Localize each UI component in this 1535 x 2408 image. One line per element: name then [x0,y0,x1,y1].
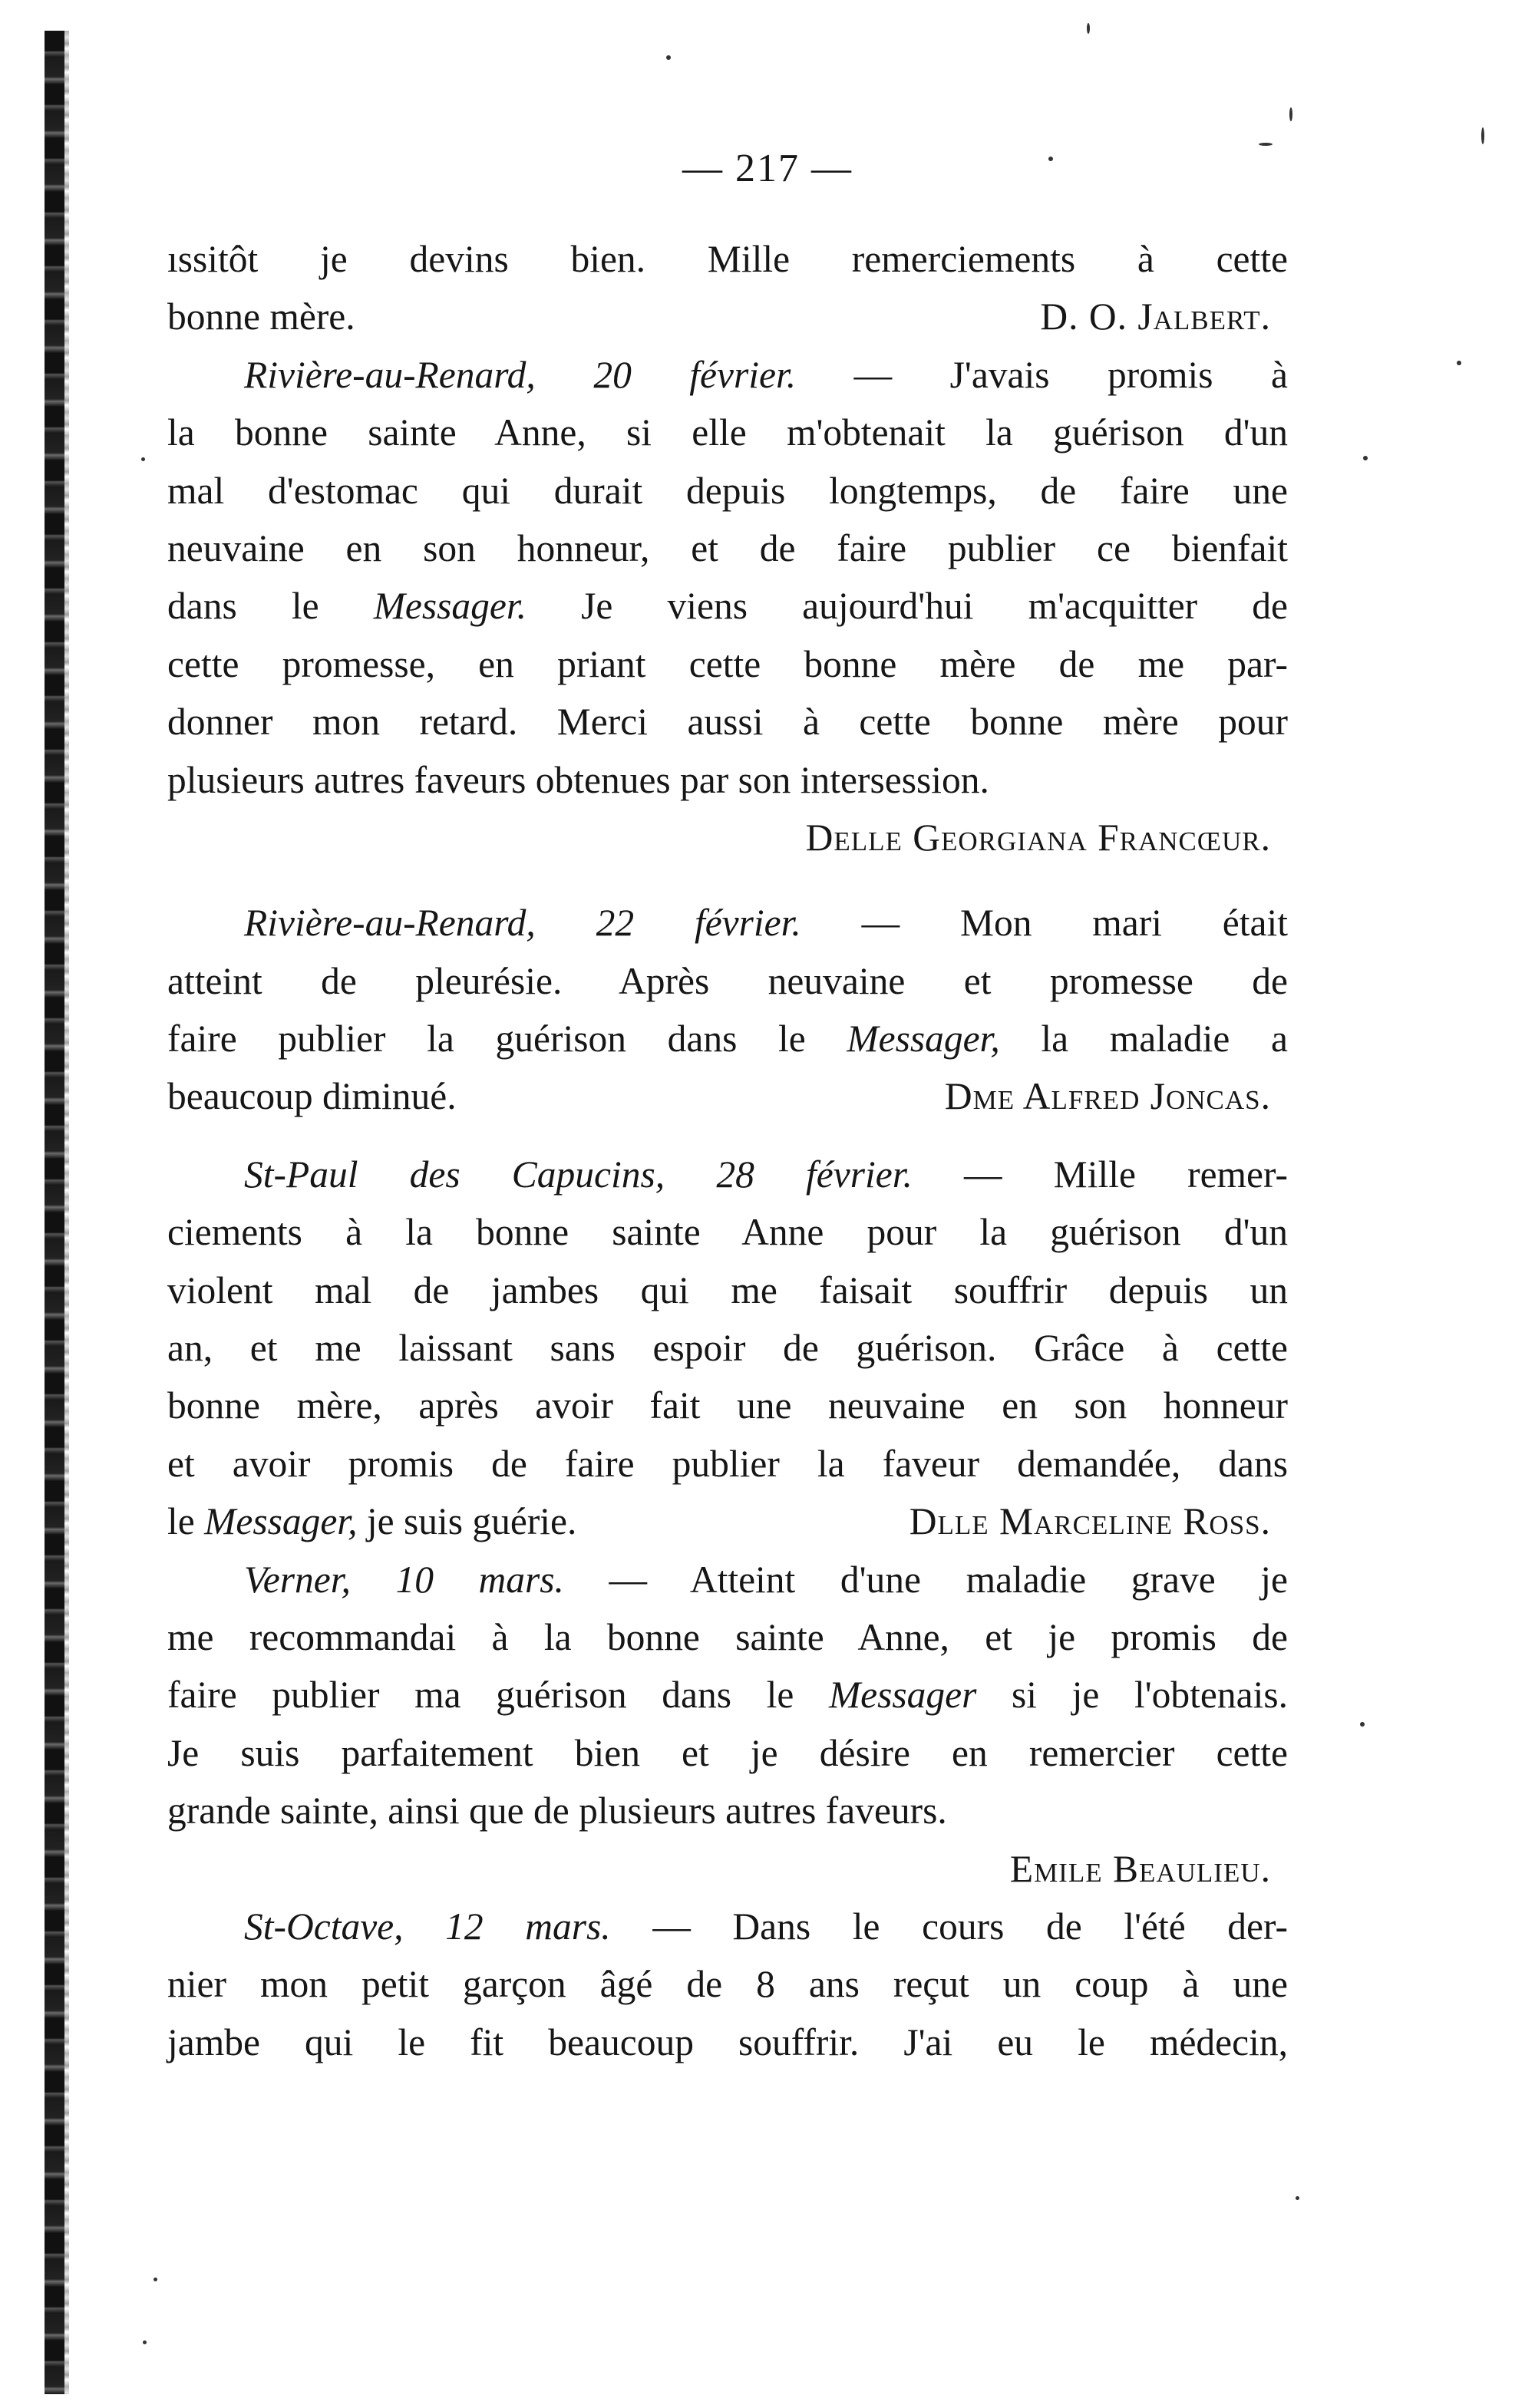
entry-place: Rivière-au-Renard, [244,353,536,396]
entry [167,346,1288,867]
text-fragment: faire publier la guérison dans le [167,1018,806,1061]
binding-highlight [64,31,69,2394]
text-line [167,1493,576,1550]
text-line: beaucoup diminué. [167,1075,457,1118]
speck [141,457,145,461]
text-line: grande sainte, ainsi que de plusieurs autres faveurs. [167,1790,947,1832]
binding-edge [45,31,64,2394]
entry-heading-line [167,1551,1288,1608]
text-line: et avoir promis de faire publier la faveur demandée, dans [167,1442,1288,1485]
entry-date: 28 février. [716,1153,913,1196]
text-line: mal d'estomac qui durait depuis longtemps, de faire une [167,469,1288,512]
entry [167,894,1288,1126]
text-fragment: dans le [167,585,319,628]
signature: Dlle Marceline Ross. [909,1500,1271,1543]
signature: Delle Georgiana Francœur. [805,816,1271,859]
speck [1289,107,1292,121]
text-line: plusieurs autres faveurs obtenues par son intersession. [167,758,989,801]
entry-heading-line [167,1146,1288,1203]
spacer [167,866,1288,894]
closing-line [167,1067,1288,1125]
entry [167,1551,1288,1898]
entry [167,1898,1288,2071]
entry-place: St-Octave, [244,1905,404,1948]
text-line: nier mon petit garçon âgé de 8 ans reçut un coup à une [167,1963,1288,2006]
closing-line [167,1493,1288,1550]
text-line: cette promesse, en priant cette bonne mère de me par- [167,642,1288,685]
speck [143,2340,147,2344]
entry-text: — Mon mari était [861,902,1289,945]
entry-date: 10 mars. [395,1558,564,1601]
text-line [167,1666,1288,1724]
text-line: me recommandai à la bonne sainte Anne, et je promis de [167,1615,1288,1658]
text-line: jambe qui le fit beaucoup souffrir. J'ai eu le médecin, [167,2020,1288,2063]
closing-line [167,288,1288,345]
messager-title: Messager. [373,585,527,628]
text-line: an, et me laissant sans espoir de guérison. Grâce à cette [167,1327,1288,1370]
text-line: violent mal de jambes qui me faisait souffrir depuis un [167,1268,1288,1311]
entry-heading-line [167,346,1288,404]
text-line [167,1010,1288,1067]
entry-date: 22 février. [596,902,801,945]
text-fragment: Je viens aujourd'hui m'acquitter de [581,585,1288,628]
text-line: ıssitôt je devins bien. Mille remerciements à cette [167,238,1288,280]
text-fragment: la maladie a [1041,1018,1288,1061]
speck [1481,127,1484,144]
text-fragment: si je l'obtenais. [1012,1674,1289,1717]
text-line: bonne mère. [167,295,355,338]
signature: Dme Alfred Joncas. [944,1075,1271,1118]
text-fragment: le [167,1500,195,1543]
text-fragment: je suis guérie. [366,1500,577,1543]
entry-heading-line [167,894,1288,952]
speck [1296,2196,1299,2200]
entry [167,1146,1288,1551]
text-line [167,577,1288,635]
entry-date: 12 mars. [445,1905,611,1948]
messager-title: Messager [828,1674,977,1717]
entry-place: Verner, [244,1558,351,1601]
text-line: donner mon retard. Merci aussi à cette bonne mère pour [167,701,1288,744]
entry-place: Rivière-au-Renard, [244,902,536,945]
text-line: la bonne sainte Anne, si elle m'obtenait la guérison d'un [167,411,1288,454]
text-line: atteint de pleurésie. Après neuvaine et promesse de [167,959,1288,1002]
entry-heading-line [167,1898,1288,1955]
entry-place: St-Paul des Capucins, [244,1153,665,1196]
speck [154,2278,157,2281]
speck [1087,23,1090,34]
body-text [167,230,1288,2071]
speck [1360,1722,1365,1727]
text-line: neuvaine en son honneur, et de faire publier ce bienfait [167,526,1288,569]
speck [1457,361,1461,365]
speck [666,55,671,60]
messager-title: Messager, [204,1500,358,1543]
entry-text: — Atteint d'une maladie grave je [609,1558,1289,1601]
text-fragment: faire publier ma guérison dans le [167,1674,794,1717]
entry-text: — J'avais promis à [853,353,1288,396]
text-line: bonne mère, après avoir fait une neuvaine en son honneur [167,1384,1288,1427]
messager-title: Messager, [847,1018,1000,1061]
entry-date: 20 février. [593,353,797,396]
entry-text: — Mille remer- [964,1153,1288,1196]
entry-continuation [167,230,1288,346]
text-line: Je suis parfaitement bien et je désire en remercier cette [167,1731,1288,1774]
speck [1363,456,1368,460]
text-line: ciements à la bonne sainte Anne pour la guérison d'un [167,1211,1288,1254]
signature: D. O. Jalbert. [1040,295,1271,338]
entry-text: — Dans le cours de l'été der- [652,1905,1288,1948]
page-number: — 217 — [682,147,853,190]
signature: Emile Beaulieu. [1009,1847,1271,1890]
spacer [167,1126,1288,1146]
